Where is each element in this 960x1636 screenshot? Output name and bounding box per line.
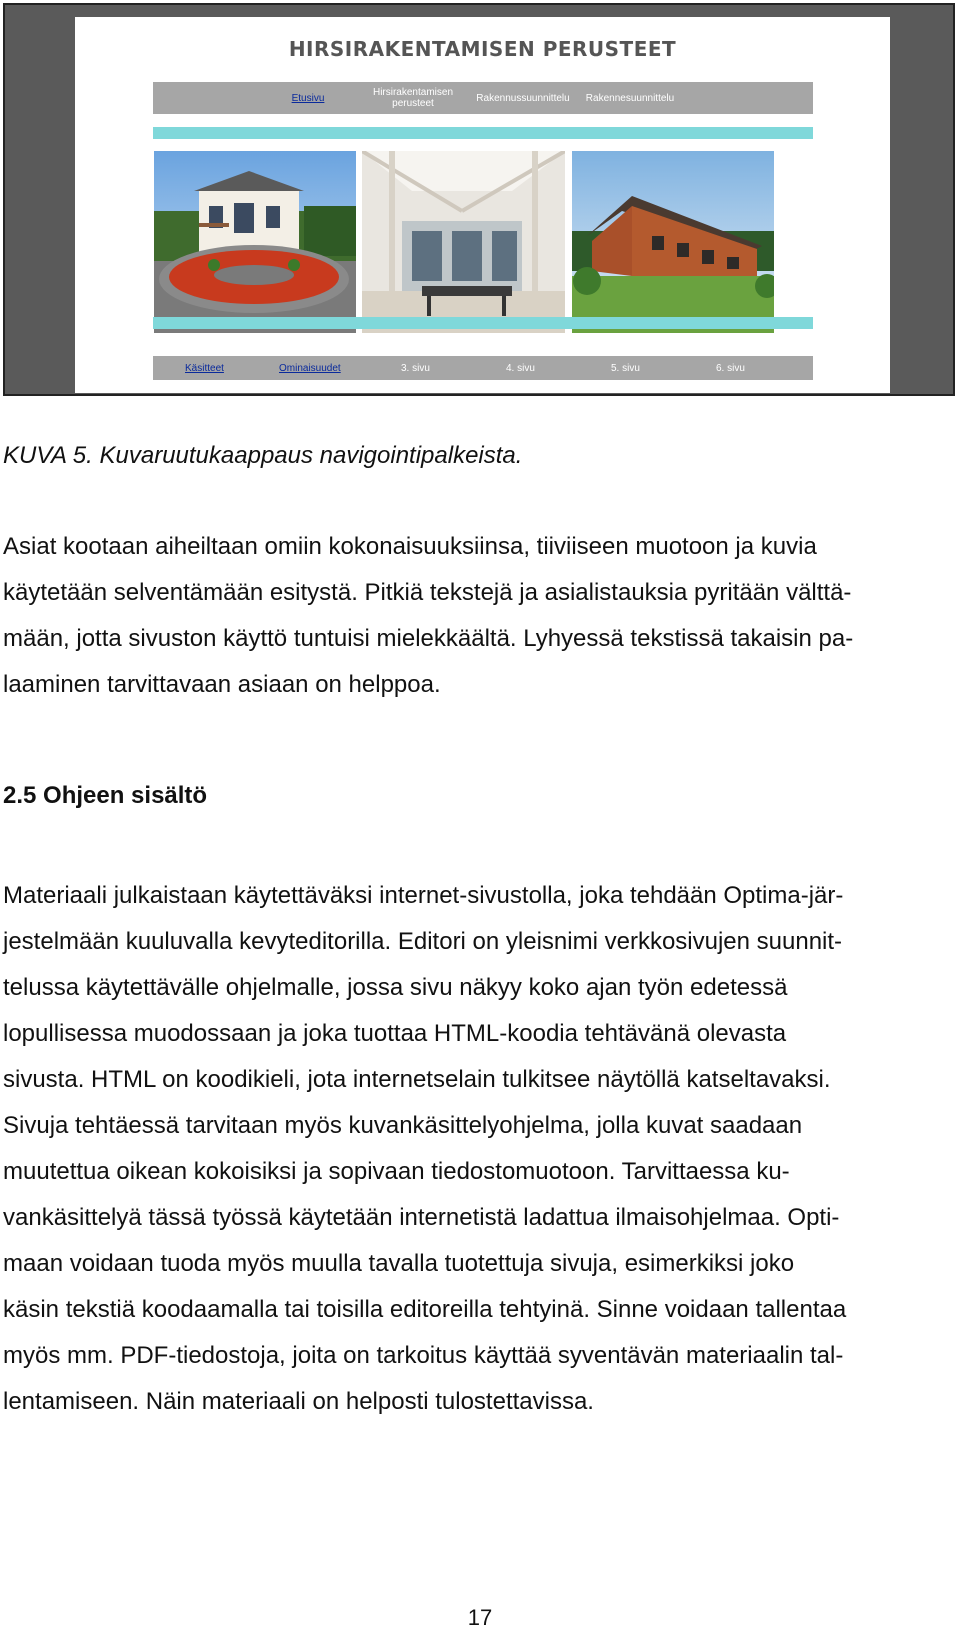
paragraph-2-line: vankäsittelyä tässä työssä käytetään internetistä ladattua ilmaisohjelmaa. Opti- — [3, 1204, 840, 1231]
nav-kasitteet[interactable]: Käsitteet — [185, 362, 224, 374]
paragraph-2-line: käsin tekstiä koodaamalla tai toisilla editoreilla tehtyinä. Sinne voidaan tallentaa — [3, 1296, 847, 1323]
paragraph-2-line: Materiaali julkaistaan käytettäväksi internet-sivustolla, joka tehdään Optima-jär- — [3, 882, 844, 909]
cyan-divider-top — [153, 127, 813, 139]
site-title: HIRSIRAKENTAMISEN PERUSTEET — [288, 37, 677, 61]
bottom-navigation-bar — [153, 356, 813, 380]
nav-etusivu[interactable]: Etusivu — [291, 92, 325, 104]
paragraph-1-line: Asiat kootaan aiheiltaan omiin kokonaisuuksiinsa, tiiviiseen muotoon ja kuvia — [3, 533, 817, 560]
paragraph-2-line: jestelmään kuuluvalla kevyteditorilla. Editori on yleisnimi verkkosivujen suunnit- — [3, 928, 843, 955]
nav-rakennesuunnittelu[interactable]: Rakennesuunnittelu — [585, 92, 675, 104]
paragraph-2-line: lentamiseen. Näin materiaali on helposti tulostettavissa. — [3, 1388, 594, 1415]
paragraph-2-line: maan voidaan tuoda myös muulla tavalla tuotettuja sivuja, esimerkiksi joko — [3, 1250, 795, 1277]
nav-sivu-4[interactable]: 4. sivu — [506, 362, 535, 374]
nav-hirsirakentamisen-perusteet[interactable]: Hirsirakentamisen perusteet — [372, 87, 454, 109]
paragraph-1-line: käytetään selventämään esitystä. Pitkiä tekstejä ja asialistauksia pyritään välttä- — [3, 579, 852, 606]
paragraph-2-line: myös mm. PDF-tiedostoja, joita on tarkoitus käyttää syventävän materiaalin tal- — [3, 1342, 844, 1369]
photo-interior-hall — [362, 151, 565, 333]
paragraph-1-line: mään, jotta sivuston käyttö tuntuisi mielekkäältä. Lyhyessä tekstissä takaisin pa- — [3, 625, 854, 652]
nav-rakennussuunnittelu[interactable]: Rakennussuunnittelu — [476, 92, 570, 104]
section-heading: 2.5 Ohjeen sisältö — [3, 782, 208, 809]
paragraph-1 — [3, 524, 953, 708]
photo-log-building — [572, 151, 774, 333]
website-screenshot — [3, 3, 955, 396]
cyan-divider-bottom — [153, 317, 813, 329]
paragraph-2-line: lopullisessa muodossaan ja joka tuottaa HTML-koodia tehtävänä olevasta — [3, 1020, 787, 1047]
paragraph-2-line: telussa käytettävälle ohjelmalle, jossa sivu näkyy koko ajan työn edetessä — [3, 974, 788, 1001]
top-navigation-bar — [153, 82, 813, 114]
nav-sivu-6[interactable]: 6. sivu — [716, 362, 745, 374]
nav-sivu-5[interactable]: 5. sivu — [611, 362, 640, 374]
nav-sivu-3[interactable]: 3. sivu — [401, 362, 430, 374]
nav-ominaisuudet[interactable]: Ominaisuudet — [279, 362, 341, 374]
paragraph-1-line: laaminen tarvittavaan asiaan on helppoa. — [3, 671, 441, 698]
paragraph-2-line: Sivuja tehtäessä tarvitaan myös kuvankäsittelyohjelma, jolla kuvat saadaan — [3, 1112, 803, 1139]
page-number: 17 — [467, 1605, 493, 1630]
photo-house-garden — [154, 151, 356, 333]
paragraph-2 — [3, 873, 953, 1425]
figure-caption: KUVA 5. Kuvaruutukaappaus navigointipalkeista. — [3, 442, 523, 469]
website-page — [75, 17, 890, 393]
paragraph-2-line: sivusta. HTML on koodikieli, jota internetselain tulkitsee näytöllä katseltavaksi. — [3, 1066, 831, 1093]
paragraph-2-line: muutettua oikean kokoisiksi ja sopivaan tiedostomuotoon. Tarvittaessa ku- — [3, 1158, 790, 1185]
